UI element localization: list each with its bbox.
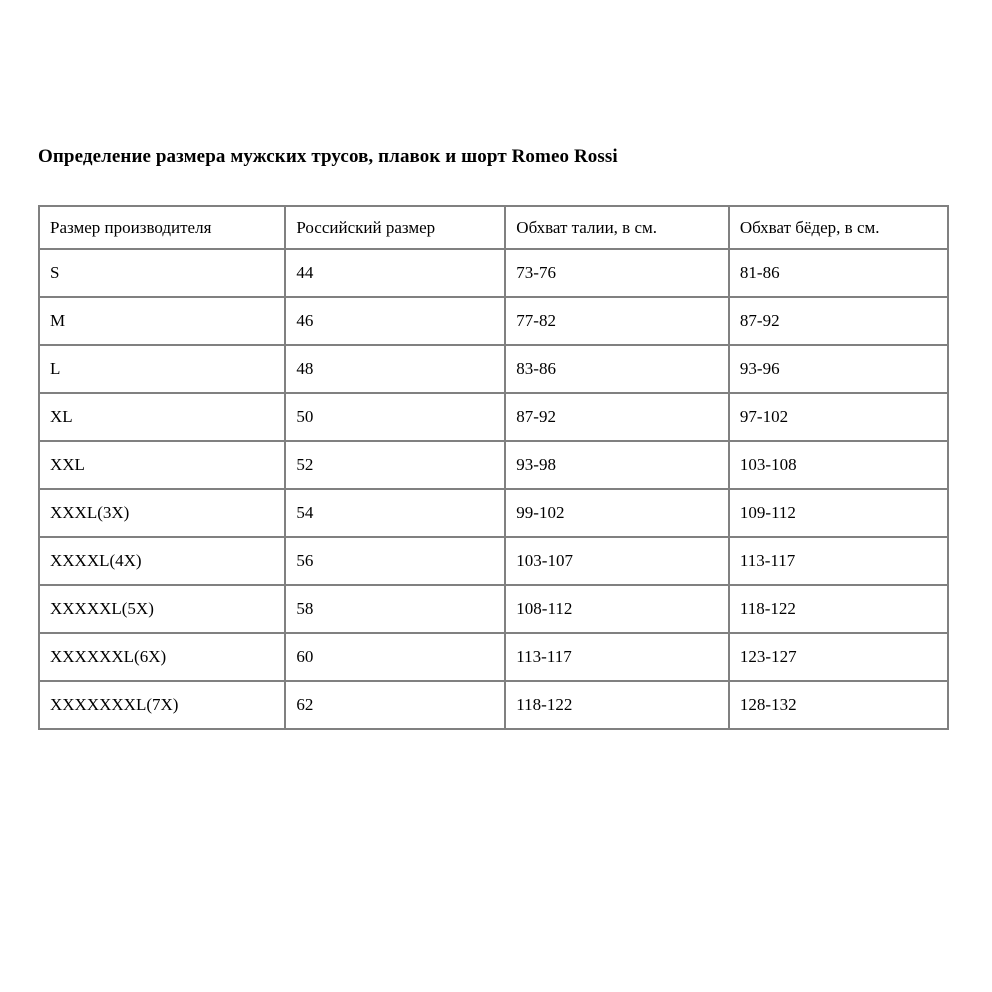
table-cell: 52 xyxy=(285,441,505,489)
table-cell: 73-76 xyxy=(505,249,729,297)
table-cell: XXXXL(4X) xyxy=(39,537,285,585)
table-cell: 128-132 xyxy=(729,681,948,729)
table-cell: 60 xyxy=(285,633,505,681)
table-cell: 108-112 xyxy=(505,585,729,633)
table-cell: 83-86 xyxy=(505,345,729,393)
table-cell: XXXXXL(5X) xyxy=(39,585,285,633)
size-table-header xyxy=(39,206,948,249)
table-row xyxy=(39,393,948,441)
table-cell: 56 xyxy=(285,537,505,585)
table-cell: 46 xyxy=(285,297,505,345)
table-cell: M xyxy=(39,297,285,345)
table-row xyxy=(39,297,948,345)
table-cell: 97-102 xyxy=(729,393,948,441)
table-row xyxy=(39,537,948,585)
table-cell: XXXXXXL(6X) xyxy=(39,633,285,681)
table-cell: 103-108 xyxy=(729,441,948,489)
table-cell: 44 xyxy=(285,249,505,297)
table-row xyxy=(39,441,948,489)
column-header-waist: Обхват талии, в см. xyxy=(505,206,729,249)
table-cell: 93-96 xyxy=(729,345,948,393)
table-cell: 50 xyxy=(285,393,505,441)
table-cell: 118-122 xyxy=(729,585,948,633)
page-title: Определение размера мужских трусов, плавок и шорт Romeo Rossi xyxy=(38,146,618,167)
table-cell: 77-82 xyxy=(505,297,729,345)
table-row xyxy=(39,585,948,633)
table-row xyxy=(39,489,948,537)
table-cell: 81-86 xyxy=(729,249,948,297)
table-cell: 123-127 xyxy=(729,633,948,681)
header-row xyxy=(39,206,948,249)
column-header-hips: Обхват бёдер, в см. xyxy=(729,206,948,249)
table-cell: 87-92 xyxy=(729,297,948,345)
table-cell: L xyxy=(39,345,285,393)
table-cell: 118-122 xyxy=(505,681,729,729)
table-cell: 113-117 xyxy=(729,537,948,585)
table-cell: 93-98 xyxy=(505,441,729,489)
table-cell: XL xyxy=(39,393,285,441)
table-row xyxy=(39,345,948,393)
table-cell: 109-112 xyxy=(729,489,948,537)
table-cell: 87-92 xyxy=(505,393,729,441)
size-table xyxy=(38,205,949,730)
table-row xyxy=(39,633,948,681)
table-cell: S xyxy=(39,249,285,297)
table-cell: 113-117 xyxy=(505,633,729,681)
size-table-body xyxy=(39,249,948,729)
table-row xyxy=(39,681,948,729)
table-cell: 54 xyxy=(285,489,505,537)
table-cell: XXL xyxy=(39,441,285,489)
column-header-russian-size: Российский размер xyxy=(285,206,505,249)
table-cell: 103-107 xyxy=(505,537,729,585)
table-cell: 62 xyxy=(285,681,505,729)
table-cell: 99-102 xyxy=(505,489,729,537)
table-cell: XXXL(3X) xyxy=(39,489,285,537)
table-cell: 58 xyxy=(285,585,505,633)
column-header-manufacturer-size: Размер производителя xyxy=(39,206,285,249)
table-cell: XXXXXXXL(7X) xyxy=(39,681,285,729)
table-row xyxy=(39,249,948,297)
table-cell: 48 xyxy=(285,345,505,393)
